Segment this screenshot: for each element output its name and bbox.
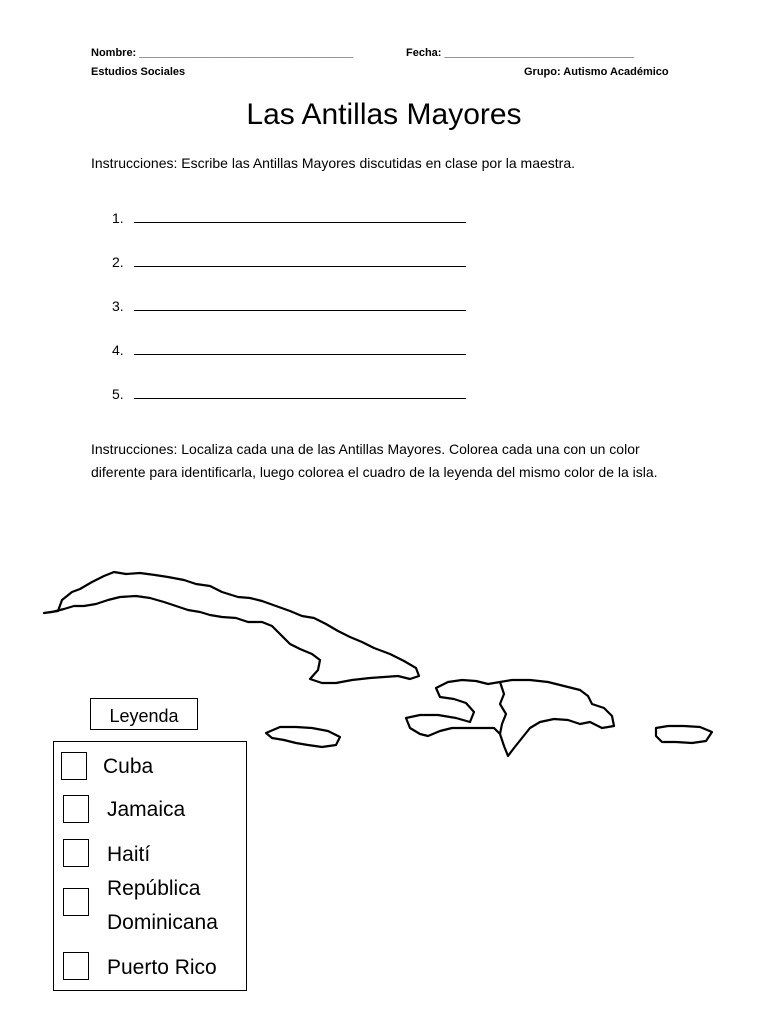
page-title: Las Antillas Mayores (246, 98, 522, 131)
dominican-republic-color-box[interactable] (63, 888, 89, 916)
legend-label-jamaica: Jamaica (107, 798, 186, 821)
puerto-rico-outline (656, 726, 712, 743)
name-field: Nombre: ___________________________________ (91, 47, 354, 59)
answer-line-4[interactable] (112, 342, 466, 358)
blank-line (134, 342, 466, 355)
legend-box (53, 741, 247, 991)
blank-line (134, 298, 466, 311)
answer-line-2[interactable] (112, 254, 466, 270)
cuba-color-box[interactable] (61, 752, 87, 780)
answer-line-3[interactable] (112, 298, 466, 314)
legend-label-cuba: Cuba (103, 755, 154, 778)
subject-label: Estudios Sociales (91, 66, 186, 78)
legend-label-dominicana: Dominicana (107, 911, 218, 934)
legend-label-haiti: Haití (107, 843, 151, 866)
blank-line (134, 254, 466, 267)
answer-number: 3. (112, 298, 124, 314)
haiti-color-box[interactable] (63, 839, 89, 867)
instructions-2: Instrucciones: Localiza cada una de las Antillas Mayores. Colorea cada una con un color diferente para identificarla, luego colorea el cuadro de la leyenda del mismo color de la isla. (91, 441, 658, 480)
jamaica-color-box[interactable] (63, 795, 89, 823)
group-label: Grupo: Autismo Académico (524, 66, 669, 78)
instructions-1: Instrucciones: Escribe las Antillas Mayores discutidas en clase por la maestra. (91, 155, 575, 171)
answer-number: 5. (112, 386, 124, 402)
blank-line (134, 210, 466, 223)
legend-label-puerto-rico: Puerto Rico (107, 956, 217, 979)
puerto-rico-color-box[interactable] (63, 952, 89, 980)
blank-line (134, 386, 466, 399)
answer-line-5[interactable] (112, 386, 466, 402)
cuba-outline (44, 572, 419, 683)
hispaniola-outline (406, 680, 614, 756)
date-field: Fecha: _______________________________ (406, 47, 635, 59)
legend-label-republica: República (107, 877, 201, 900)
answer-number: 2. (112, 254, 124, 270)
answer-line-1[interactable] (112, 210, 466, 226)
jamaica-outline (266, 727, 340, 747)
answer-number: 4. (112, 342, 124, 358)
answer-number: 1. (112, 210, 124, 226)
legend-title: Leyenda (90, 698, 198, 730)
